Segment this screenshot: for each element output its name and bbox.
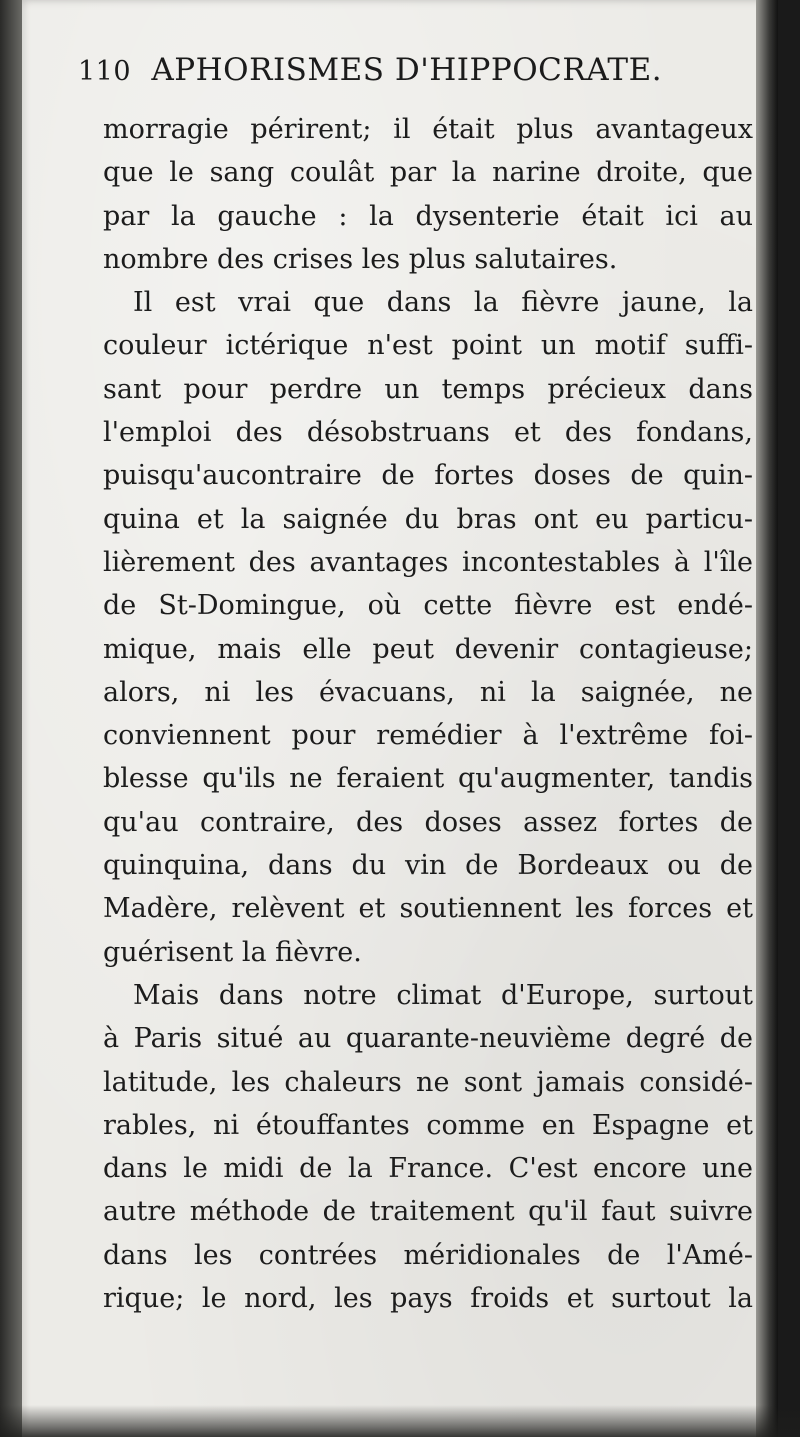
text-line: latitude, les chaleurs ne sont jamais considé- bbox=[103, 1066, 753, 1098]
text-line: qu'au contraire, des doses assez fortes de bbox=[103, 806, 753, 838]
text-line: blesse qu'ils ne feraient qu'augmenter, tandis bbox=[103, 763, 753, 795]
text-line: rables, ni étouffantes comme en Espagne et bbox=[103, 1109, 753, 1141]
text-line: sant pour perdre un temps précieux dans bbox=[103, 373, 753, 405]
paragraph-start-line: Il est vrai que dans la fièvre jaune, la bbox=[133, 287, 753, 319]
text-line: dans les contrées méridionales de l'Amé- bbox=[103, 1239, 753, 1271]
text-line: autre méthode de traitement qu'il faut suivre bbox=[103, 1196, 753, 1228]
text-line: morragie périrent; il était plus avantageux bbox=[103, 114, 753, 145]
text-line: alors, ni les évacuans, ni la saignée, ne bbox=[103, 676, 753, 708]
text-line: nombre des crises les plus salutaires. bbox=[103, 243, 618, 275]
running-title: APHORISMES D'HIPPOCRATE. bbox=[151, 52, 663, 88]
text-line: mique, mais elle peut devenir contagieuse; bbox=[103, 633, 753, 665]
text-line: par la gauche : la dysenterie était ici au bbox=[103, 200, 753, 232]
page-bottom-shadow bbox=[0, 1405, 800, 1437]
body-text bbox=[103, 108, 753, 1320]
text-line: lièrement des avantages incontestables à l'île bbox=[103, 546, 753, 578]
running-header bbox=[78, 52, 718, 96]
text-line: puisqu'aucontraire de fortes doses de quin- bbox=[103, 460, 753, 492]
text-line: quina et la saignée du bras ont eu particu- bbox=[103, 503, 753, 535]
text-line: couleur ictérique n'est point un motif suffi- bbox=[103, 330, 753, 362]
text-line: guérisent la fièvre. bbox=[103, 936, 362, 968]
book-spine-shadow bbox=[0, 0, 22, 1437]
text-line: de St-Domingue, où cette fièvre est endé- bbox=[103, 590, 753, 622]
text-line: dans le midi de la France. C'est encore une bbox=[103, 1153, 753, 1185]
paragraph-start-line: Mais dans notre climat d'Europe, surtout bbox=[133, 979, 753, 1011]
text-line: Madère, relèvent et soutiennent les forces et bbox=[103, 893, 753, 925]
page-number: 110 bbox=[78, 56, 132, 87]
text-line: l'emploi des désobstruans et des fondans, bbox=[103, 417, 753, 449]
page-edge-shadow bbox=[756, 0, 778, 1437]
text-line: rique; le nord, les pays froids et surtout la bbox=[103, 1283, 753, 1315]
text-line: conviennent pour remédier à l'extrême foi- bbox=[103, 720, 753, 752]
text-line: à Paris situé au quarante-neuvième degré de bbox=[103, 1023, 753, 1055]
text-line: quinquina, dans du vin de Bordeaux ou de bbox=[103, 850, 753, 882]
text-line: que le sang coulât par la narine droite, que bbox=[103, 157, 753, 189]
